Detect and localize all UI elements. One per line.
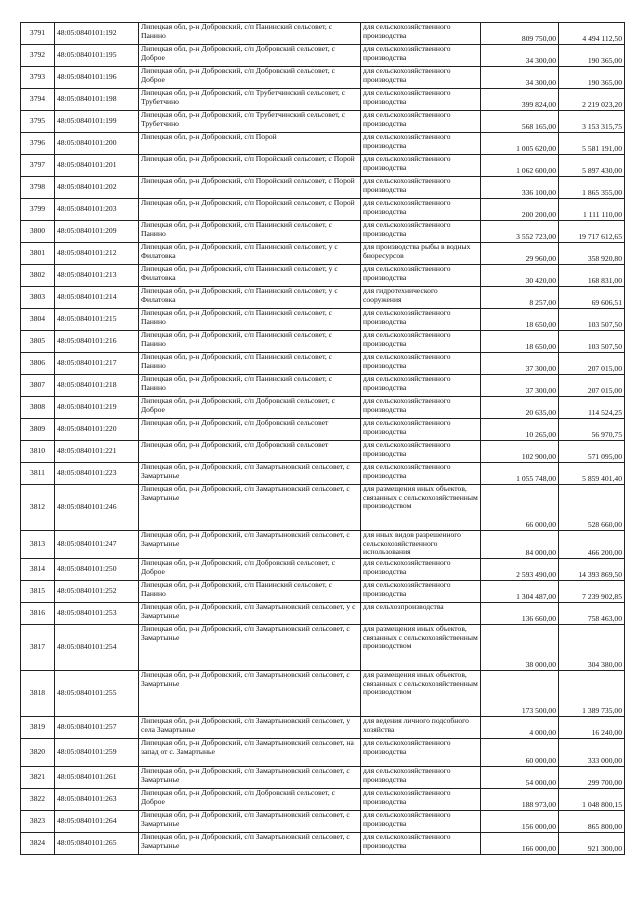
cadastral-number: 48:05:0840101:216 — [55, 331, 139, 353]
plot-area: 37 300,00 — [481, 353, 559, 375]
plot-address: Липецкая обл, р-н Добровский, с/п Замартыновский сельсовет, у с Замартынье — [139, 603, 361, 625]
cadastral-value: 921 300,00 — [559, 833, 625, 855]
plot-address: Липецкая обл, р-н Добровский, с/п Панинский сельсовет, с Панино — [139, 221, 361, 243]
plot-area: 1 005 620,00 — [481, 133, 559, 155]
table-row — [21, 833, 625, 855]
cadastral-number: 48:05:0840101:257 — [55, 717, 139, 739]
table-row — [21, 133, 625, 155]
cadastral-number: 48:05:0840101:221 — [55, 441, 139, 463]
table-row — [21, 67, 625, 89]
table-row — [21, 485, 625, 531]
plot-area: 1 055 748,00 — [481, 463, 559, 485]
row-number: 3814 — [21, 559, 55, 581]
plot-address: Липецкая обл, р-н Добровский, с/п Добровский сельсовет — [139, 441, 361, 463]
plot-address: Липецкая обл, р-н Добровский, с/п Добровский сельсовет, с Доброе — [139, 559, 361, 581]
row-number: 3791 — [21, 23, 55, 45]
cadastral-number: 48:05:0840101:218 — [55, 375, 139, 397]
permitted-use: для сельскохозяйственного производства — [361, 767, 481, 789]
cadastral-value: 571 095,00 — [559, 441, 625, 463]
permitted-use: для иных видов разрешенного сельскохозяйственного использования — [361, 531, 481, 559]
cadastral-number: 48:05:0840101:199 — [55, 111, 139, 133]
permitted-use: для сельскохозяйственного производства — [361, 833, 481, 855]
plot-address: Липецкая обл, р-н Добровский, с/п Трубетчинский сельсовет, с Трубетчино — [139, 89, 361, 111]
permitted-use: для размещения иных объектов, связанных с сельскохозяйственным производством — [361, 485, 481, 531]
row-number: 3810 — [21, 441, 55, 463]
row-number: 3801 — [21, 243, 55, 265]
cadastral-value: 207 015,00 — [559, 375, 625, 397]
row-number: 3817 — [21, 625, 55, 671]
cadastral-number: 48:05:0840101:259 — [55, 739, 139, 767]
land-plots-table — [20, 22, 625, 855]
table-row — [21, 767, 625, 789]
table-row — [21, 243, 625, 265]
plot-area: 188 973,00 — [481, 789, 559, 811]
row-number: 3807 — [21, 375, 55, 397]
permitted-use: для сельскохозяйственного производства — [361, 811, 481, 833]
plot-address: Липецкая обл, р-н Добровский, с/п Панинский сельсовет, с Панино — [139, 23, 361, 45]
cadastral-value: 299 700,00 — [559, 767, 625, 789]
plot-area: 8 257,00 — [481, 287, 559, 309]
cadastral-number: 48:05:0840101:265 — [55, 833, 139, 855]
cadastral-number: 48:05:0840101:246 — [55, 485, 139, 531]
permitted-use: для гидротехнического сооружения — [361, 287, 481, 309]
cadastral-value: 114 524,25 — [559, 397, 625, 419]
plot-area: 34 300,00 — [481, 45, 559, 67]
row-number: 3794 — [21, 89, 55, 111]
permitted-use: для ведения личного подсобного хозяйства — [361, 717, 481, 739]
table-row — [21, 463, 625, 485]
row-number: 3806 — [21, 353, 55, 375]
cadastral-number: 48:05:0840101:263 — [55, 789, 139, 811]
plot-area: 136 660,00 — [481, 603, 559, 625]
row-number: 3822 — [21, 789, 55, 811]
cadastral-value: 1 865 355,00 — [559, 177, 625, 199]
cadastral-value: 190 365,00 — [559, 67, 625, 89]
plot-area: 200 200,00 — [481, 199, 559, 221]
row-number: 3824 — [21, 833, 55, 855]
table-row — [21, 581, 625, 603]
cadastral-value: 333 000,00 — [559, 739, 625, 767]
table-row — [21, 531, 625, 559]
permitted-use: для сельскохозяйственного производства — [361, 739, 481, 767]
permitted-use: для сельскохозяйственного производства — [361, 67, 481, 89]
cadastral-value: 190 365,00 — [559, 45, 625, 67]
plot-address: Липецкая обл, р-н Добровский, с/п Замартыновский сельсовет, на запад от с. Замартынье — [139, 739, 361, 767]
row-number: 3797 — [21, 155, 55, 177]
plot-area: 102 900,00 — [481, 441, 559, 463]
plot-area: 18 650,00 — [481, 331, 559, 353]
plot-area: 156 000,00 — [481, 811, 559, 833]
plot-area: 399 824,00 — [481, 89, 559, 111]
cadastral-number: 48:05:0840101:212 — [55, 243, 139, 265]
row-number: 3802 — [21, 265, 55, 287]
plot-area: 166 000,00 — [481, 833, 559, 855]
cadastral-value: 103 507,50 — [559, 309, 625, 331]
cadastral-number: 48:05:0840101:219 — [55, 397, 139, 419]
plot-area: 4 000,00 — [481, 717, 559, 739]
plot-address: Липецкая обл, р-н Добровский, с/п Добровский сельсовет, с Доброе — [139, 789, 361, 811]
table-row — [21, 45, 625, 67]
cadastral-value: 168 831,00 — [559, 265, 625, 287]
row-number: 3800 — [21, 221, 55, 243]
row-number: 3819 — [21, 717, 55, 739]
permitted-use: для сельскохозяйственного производства — [361, 397, 481, 419]
table-row — [21, 331, 625, 353]
permitted-use: для сельскохозяйственного производства — [361, 111, 481, 133]
table-row — [21, 89, 625, 111]
table-row — [21, 789, 625, 811]
permitted-use: для сельскохозяйственного производства — [361, 789, 481, 811]
cadastral-number: 48:05:0840101:261 — [55, 767, 139, 789]
row-number: 3799 — [21, 199, 55, 221]
table-row — [21, 441, 625, 463]
permitted-use: для сельскохозяйственного производства — [361, 45, 481, 67]
row-number: 3795 — [21, 111, 55, 133]
cadastral-number: 48:05:0840101:252 — [55, 581, 139, 603]
plot-area: 34 300,00 — [481, 67, 559, 89]
cadastral-number: 48:05:0840101:215 — [55, 309, 139, 331]
row-number: 3821 — [21, 767, 55, 789]
plot-address: Липецкая обл, р-н Добровский, с/п Поройский сельсовет, с Порой — [139, 199, 361, 221]
permitted-use: для сельскохозяйственного производства — [361, 353, 481, 375]
cadastral-number: 48:05:0840101:202 — [55, 177, 139, 199]
row-number: 3808 — [21, 397, 55, 419]
cadastral-number: 48:05:0840101:200 — [55, 133, 139, 155]
cadastral-value: 466 200,00 — [559, 531, 625, 559]
table-row — [21, 265, 625, 287]
row-number: 3811 — [21, 463, 55, 485]
plot-address: Липецкая обл, р-н Добровский, с/п Замартыновский сельсовет, с Замартынье — [139, 463, 361, 485]
plot-area: 173 500,00 — [481, 671, 559, 717]
plot-address: Липецкая обл, р-н Добровский, с/п Панинский сельсовет, с Панино — [139, 331, 361, 353]
permitted-use: для сельскохозяйственного производства — [361, 463, 481, 485]
plot-area: 2 593 490,00 — [481, 559, 559, 581]
plot-address: Липецкая обл, р-н Добровский, с/п Панинский сельсовет, с Панино — [139, 375, 361, 397]
cadastral-number: 48:05:0840101:247 — [55, 531, 139, 559]
cadastral-number: 48:05:0840101:217 — [55, 353, 139, 375]
plot-address: Липецкая обл, р-н Добровский, с/п Добровский сельсовет, с Доброе — [139, 45, 361, 67]
permitted-use: для сельскохозяйственного производства — [361, 375, 481, 397]
cadastral-value: 5 859 401,40 — [559, 463, 625, 485]
plot-address: Липецкая обл, р-н Добровский, с/п Добровский сельсовет, с Доброе — [139, 397, 361, 419]
cadastral-value: 16 240,00 — [559, 717, 625, 739]
plot-area: 29 960,00 — [481, 243, 559, 265]
row-number: 3805 — [21, 331, 55, 353]
plot-address: Липецкая обл, р-н Добровский, с/п Замартыновский сельсовет, с Замартынье — [139, 833, 361, 855]
table-row — [21, 625, 625, 671]
plot-address: Липецкая обл, р-н Добровский, с/п Замартыновский сельсовет, с Замартынье — [139, 485, 361, 531]
cadastral-value: 103 507,50 — [559, 331, 625, 353]
cadastral-value: 5 897 430,00 — [559, 155, 625, 177]
cadastral-number: 48:05:0840101:213 — [55, 265, 139, 287]
cadastral-number: 48:05:0840101:201 — [55, 155, 139, 177]
cadastral-number: 48:05:0840101:196 — [55, 67, 139, 89]
row-number: 3823 — [21, 811, 55, 833]
row-number: 3792 — [21, 45, 55, 67]
row-number: 3820 — [21, 739, 55, 767]
plot-address: Липецкая обл, р-н Добровский, с/п Поройский сельсовет, с Порой — [139, 177, 361, 199]
table-row — [21, 397, 625, 419]
table-row — [21, 717, 625, 739]
permitted-use: для производства рыбы в водных биоресурсов — [361, 243, 481, 265]
plot-area: 18 650,00 — [481, 309, 559, 331]
plot-address: Липецкая обл, р-н Добровский, с/п Панинский сельсовет, с Панино — [139, 581, 361, 603]
table-row — [21, 221, 625, 243]
permitted-use: для размещения иных объектов, связанных с сельскохозяйственным производством — [361, 625, 481, 671]
row-number: 3804 — [21, 309, 55, 331]
table-row — [21, 671, 625, 717]
permitted-use: для сельхозпроизводства — [361, 603, 481, 625]
cadastral-value: 2 219 023,20 — [559, 89, 625, 111]
cadastral-value: 4 494 112,50 — [559, 23, 625, 45]
plot-area: 30 420,00 — [481, 265, 559, 287]
table-body — [21, 23, 625, 855]
plot-address: Липецкая обл, р-н Добровский, с/п Замартыновский сельсовет, с Замартынье — [139, 531, 361, 559]
cadastral-value: 1 048 800,15 — [559, 789, 625, 811]
permitted-use: для сельскохозяйственного производства — [361, 155, 481, 177]
plot-address: Липецкая обл, р-н Добровский, с/п Замартыновский сельсовет, с Замартынье — [139, 767, 361, 789]
cadastral-number: 48:05:0840101:220 — [55, 419, 139, 441]
plot-address: Липецкая обл, р-н Добровский, с/п Замартыновский сельсовет, у села Замартынье — [139, 717, 361, 739]
plot-area: 568 165,00 — [481, 111, 559, 133]
table-row — [21, 739, 625, 767]
plot-address: Липецкая обл, р-н Добровский, с/п Панинский сельсовет, у с Филатовка — [139, 243, 361, 265]
plot-area: 809 750,00 — [481, 23, 559, 45]
plot-area: 10 265,00 — [481, 419, 559, 441]
cadastral-number: 48:05:0840101:214 — [55, 287, 139, 309]
row-number: 3813 — [21, 531, 55, 559]
row-number: 3796 — [21, 133, 55, 155]
plot-address: Липецкая обл, р-н Добровский, с/п Панинский сельсовет, с Панино — [139, 353, 361, 375]
row-number: 3793 — [21, 67, 55, 89]
cadastral-value: 1 111 110,00 — [559, 199, 625, 221]
permitted-use: для сельскохозяйственного производства — [361, 581, 481, 603]
plot-address: Липецкая обл, р-н Добровский, с/п Порой — [139, 133, 361, 155]
permitted-use: для сельскохозяйственного производства — [361, 309, 481, 331]
table-row — [21, 419, 625, 441]
permitted-use: для сельскохозяйственного производства — [361, 89, 481, 111]
permitted-use: для сельскохозяйственного производства — [361, 331, 481, 353]
plot-area: 1 062 600,00 — [481, 155, 559, 177]
table-row — [21, 375, 625, 397]
plot-address: Липецкая обл, р-н Добровский, с/п Панинский сельсовет, у с Филатовка — [139, 287, 361, 309]
cadastral-number: 48:05:0840101:209 — [55, 221, 139, 243]
plot-area: 54 000,00 — [481, 767, 559, 789]
cadastral-value: 69 606,51 — [559, 287, 625, 309]
cadastral-number: 48:05:0840101:223 — [55, 463, 139, 485]
row-number: 3809 — [21, 419, 55, 441]
plot-area: 66 000,00 — [481, 485, 559, 531]
plot-area: 84 000,00 — [481, 531, 559, 559]
plot-area: 1 304 487,00 — [481, 581, 559, 603]
permitted-use: для сельскохозяйственного производства — [361, 441, 481, 463]
cadastral-value: 358 920,80 — [559, 243, 625, 265]
table-row — [21, 353, 625, 375]
permitted-use: для сельскохозяйственного производства — [361, 419, 481, 441]
row-number: 3803 — [21, 287, 55, 309]
cadastral-number: 48:05:0840101:250 — [55, 559, 139, 581]
cadastral-value: 7 239 902,85 — [559, 581, 625, 603]
cadastral-number: 48:05:0840101:254 — [55, 625, 139, 671]
plot-address: Липецкая обл, р-н Добровский, с/п Трубетчинский сельсовет, с Трубетчино — [139, 111, 361, 133]
plot-address: Липецкая обл, р-н Добровский, с/п Панинский сельсовет, с Панино — [139, 309, 361, 331]
table-row — [21, 155, 625, 177]
plot-area: 60 000,00 — [481, 739, 559, 767]
plot-area: 37 300,00 — [481, 375, 559, 397]
cadastral-number: 48:05:0840101:195 — [55, 45, 139, 67]
cadastral-value: 1 389 735,00 — [559, 671, 625, 717]
row-number: 3815 — [21, 581, 55, 603]
row-number: 3816 — [21, 603, 55, 625]
permitted-use: для сельскохозяйственного производства — [361, 177, 481, 199]
table-row — [21, 177, 625, 199]
cadastral-number: 48:05:0840101:203 — [55, 199, 139, 221]
table-row — [21, 23, 625, 45]
cadastral-number: 48:05:0840101:255 — [55, 671, 139, 717]
cadastral-number: 48:05:0840101:264 — [55, 811, 139, 833]
cadastral-value: 56 970,75 — [559, 419, 625, 441]
cadastral-number: 48:05:0840101:198 — [55, 89, 139, 111]
row-number: 3812 — [21, 485, 55, 531]
table-row — [21, 811, 625, 833]
cadastral-number: 48:05:0840101:192 — [55, 23, 139, 45]
table-row — [21, 559, 625, 581]
permitted-use: для сельскохозяйственного производства — [361, 221, 481, 243]
cadastral-value: 758 463,00 — [559, 603, 625, 625]
plot-area: 20 635,00 — [481, 397, 559, 419]
plot-area: 336 100,00 — [481, 177, 559, 199]
plot-address: Липецкая обл, р-н Добровский, с/п Замартыновский сельсовет, с Замартынье — [139, 811, 361, 833]
table-row — [21, 603, 625, 625]
cadastral-value: 528 660,00 — [559, 485, 625, 531]
permitted-use: для сельскохозяйственного производства — [361, 559, 481, 581]
permitted-use: для сельскохозяйственного производства — [361, 133, 481, 155]
permitted-use: для сельскохозяйственного производства — [361, 23, 481, 45]
plot-area: 38 000,00 — [481, 625, 559, 671]
table-row — [21, 309, 625, 331]
table-row — [21, 199, 625, 221]
permitted-use: для сельскохозяйственного производства — [361, 199, 481, 221]
cadastral-value: 865 800,00 — [559, 811, 625, 833]
plot-address: Липецкая обл, р-н Добровский, с/п Замартыновский сельсовет, с Замартынье — [139, 671, 361, 717]
cadastral-value: 14 393 869,50 — [559, 559, 625, 581]
plot-address: Липецкая обл, р-н Добровский, с/п Замартыновский сельсовет, с Замартынье — [139, 625, 361, 671]
permitted-use: для сельскохозяйственного производства — [361, 265, 481, 287]
cadastral-value: 19 717 612,65 — [559, 221, 625, 243]
plot-address: Липецкая обл, р-н Добровский, с/п Панинский сельсовет, у с Филатовка — [139, 265, 361, 287]
cadastral-value: 304 380,00 — [559, 625, 625, 671]
table-row — [21, 287, 625, 309]
cadastral-value: 5 581 191,00 — [559, 133, 625, 155]
plot-address: Липецкая обл, р-н Добровский, с/п Добровский сельсовет, с Доброе — [139, 67, 361, 89]
row-number: 3798 — [21, 177, 55, 199]
plot-address: Липецкая обл, р-н Добровский, с/п Поройский сельсовет, с Порой — [139, 155, 361, 177]
row-number: 3818 — [21, 671, 55, 717]
plot-area: 3 552 723,00 — [481, 221, 559, 243]
cadastral-number: 48:05:0840101:253 — [55, 603, 139, 625]
cadastral-value: 207 015,00 — [559, 353, 625, 375]
table-row — [21, 111, 625, 133]
plot-address: Липецкая обл, р-н Добровский, с/п Добровский сельсовет — [139, 419, 361, 441]
cadastral-value: 3 153 315,75 — [559, 111, 625, 133]
permitted-use: для размещения иных объектов, связанных с сельскохозяйственным производством — [361, 671, 481, 717]
